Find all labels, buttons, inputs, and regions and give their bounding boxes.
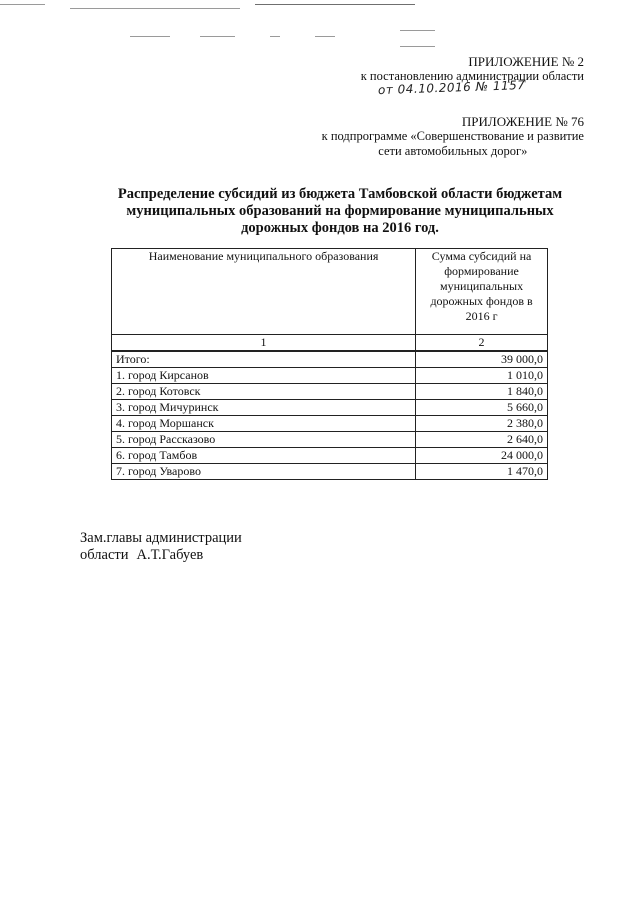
signatory-org: области <box>80 547 129 563</box>
column-number-row <box>112 335 548 352</box>
annex-title: ПРИЛОЖЕНИЕ № 2 <box>468 54 584 69</box>
title-line: Распределение субсидий из бюджета Тамбовской области бюджетам <box>117 186 563 202</box>
title-line: дорожных фондов на 2016 год. <box>241 220 439 236</box>
scan-artifact-line <box>0 4 45 5</box>
table-row <box>112 368 548 384</box>
total-row <box>112 351 548 368</box>
scan-artifact-line <box>130 36 170 37</box>
sub-annex-title: ПРИЛОЖЕНИЕ № 76 <box>461 114 584 129</box>
annex-subtitle: к постановлению администрации области <box>360 69 584 83</box>
scan-artifact-line <box>315 36 335 37</box>
signatory-name: А.Т.Габуев <box>136 547 204 563</box>
row-name: 4. город Моршанск <box>112 416 416 432</box>
column-number: 2 <box>416 335 548 352</box>
signatory-position: Зам.главы администрации <box>80 530 242 546</box>
scan-artifact-line <box>70 8 240 9</box>
row-value: 5 660,0 <box>416 400 548 416</box>
row-value: 24 000,0 <box>416 448 548 464</box>
scan-artifact-line <box>255 4 415 5</box>
table-header-row <box>112 249 548 335</box>
row-name: 5. город Рассказово <box>112 432 416 448</box>
row-value: 2 380,0 <box>416 416 548 432</box>
row-value: 1 010,0 <box>416 368 548 384</box>
table-row <box>112 400 548 416</box>
scan-artifact-line <box>400 46 435 47</box>
row-value: 2 640,0 <box>416 432 548 448</box>
title-line: муниципальных образований на формирование муниципальных <box>126 203 554 219</box>
row-name: 7. город Уварово <box>112 464 416 480</box>
total-value: 39 000,0 <box>416 351 548 368</box>
scan-artifact-line <box>270 36 280 37</box>
signature-block <box>80 530 242 564</box>
sub-annex-line-2: сети автомобильных дорог» <box>378 144 528 158</box>
table-row <box>112 416 548 432</box>
scan-artifact-line <box>200 36 235 37</box>
handwritten-date-number: от 04.10.2016 № 1157 <box>377 77 526 98</box>
row-name: 6. город Тамбов <box>112 448 416 464</box>
subsidies-table <box>111 248 548 480</box>
row-name: 2. город Котовск <box>112 384 416 400</box>
total-label: Итого: <box>112 351 416 368</box>
table-row <box>112 448 548 464</box>
row-value: 1 840,0 <box>416 384 548 400</box>
scan-artifact-line <box>400 30 435 31</box>
row-value: 1 470,0 <box>416 464 548 480</box>
signatory-line <box>80 547 242 564</box>
document-title <box>70 186 610 237</box>
table-row <box>112 432 548 448</box>
row-name: 1. город Кирсанов <box>112 368 416 384</box>
row-name: 3. город Мичуринск <box>112 400 416 416</box>
table-row <box>112 384 548 400</box>
header-municipality: Наименование муниципального образования <box>112 249 416 335</box>
header-subsidy-sum: Сумма субсидий на формирование муниципальных дорожных фондов в 2016 г <box>416 249 548 335</box>
sub-annex-header <box>322 114 584 159</box>
table-row <box>112 464 548 480</box>
column-number: 1 <box>112 335 416 352</box>
sub-annex-line-1: к подпрограмме «Совершенствование и развитие <box>321 129 584 143</box>
